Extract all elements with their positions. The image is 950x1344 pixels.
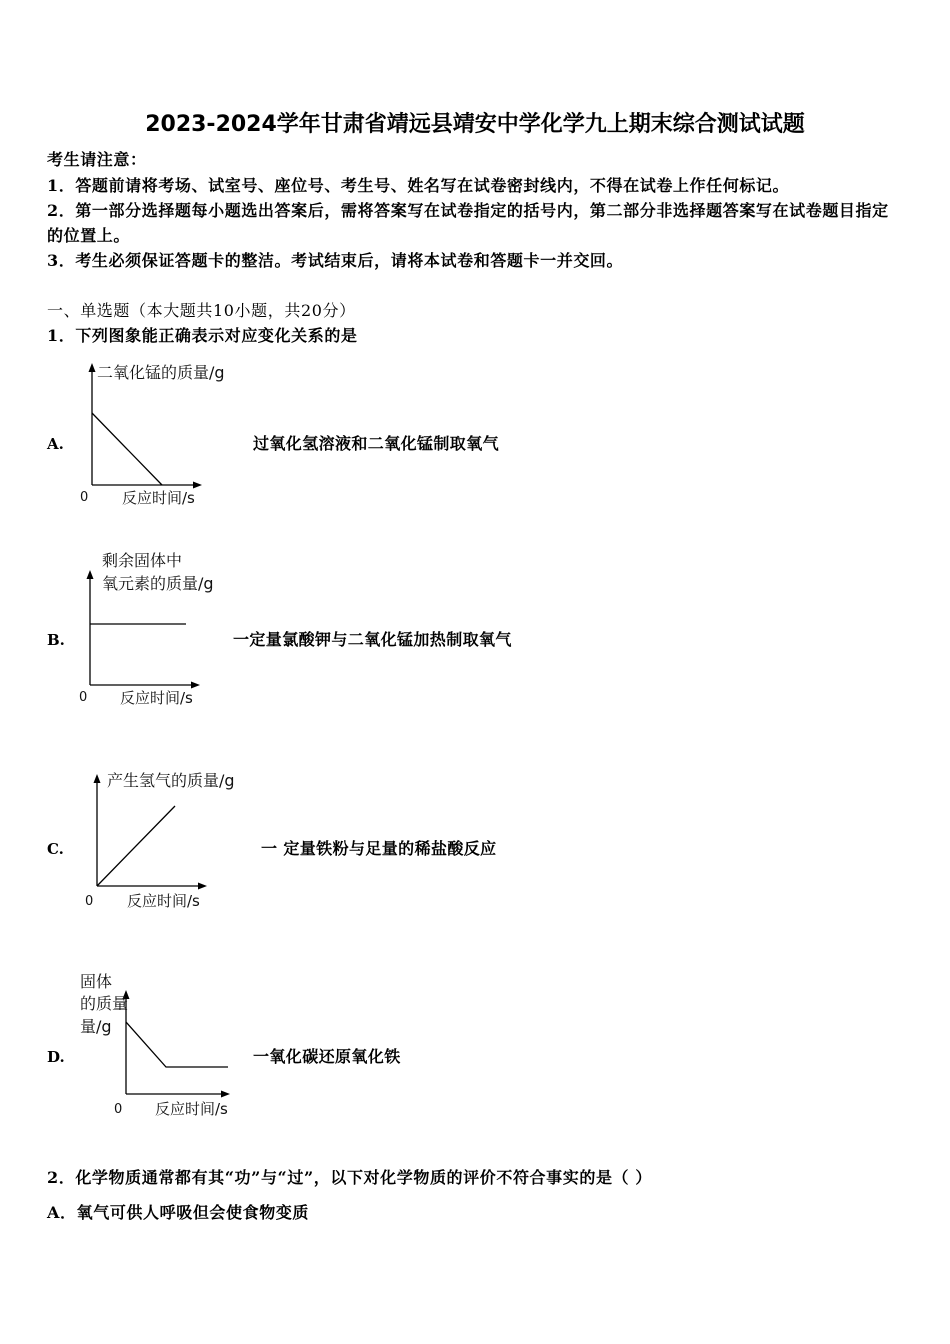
graph-a-curve bbox=[92, 413, 162, 485]
graph-b-plot bbox=[70, 548, 250, 708]
option-a-text: 过氧化氢溶液和二氧化锰制取氧气 bbox=[253, 434, 500, 453]
graph-b-origin: 0 bbox=[79, 690, 88, 705]
graph-c-y-arrow bbox=[94, 774, 101, 783]
graph-c bbox=[75, 765, 265, 915]
graph-b-y-label-line-2: 氧元素的质量/g bbox=[102, 574, 214, 593]
notice-line-1: 1．答题前请将考场、试室号、座位号、考生号、姓名写在试卷密封线内，不得在试卷上作任何标记。 bbox=[47, 176, 790, 195]
option-a-letter: A. bbox=[47, 435, 64, 453]
graph-b bbox=[70, 548, 250, 708]
section-heading: 一、单选题（本大题共10小题，共20分） bbox=[47, 301, 356, 320]
option-c-letter: C. bbox=[47, 840, 64, 858]
graph-d-x-arrow bbox=[221, 1091, 230, 1098]
graph-b-x-label: 反应时间/s bbox=[120, 689, 193, 707]
graph-d-curve bbox=[126, 1022, 228, 1067]
graph-d-y-label-line-3: 量/g bbox=[80, 1017, 112, 1036]
notice-line-2-continued: 的位置上。 bbox=[47, 226, 131, 245]
graph-b-y-arrow bbox=[87, 570, 94, 579]
graph-c-origin: 0 bbox=[85, 894, 94, 909]
notice-line-2: 2．第一部分选择题每小题选出答案后，需将答案写在试卷指定的括号内，第二部分非选择题答案写在试卷题目指定 bbox=[47, 201, 889, 220]
graph-c-curve bbox=[97, 806, 175, 886]
graph-a-origin: 0 bbox=[80, 490, 89, 505]
question-2-option-a-letter: A． bbox=[47, 1203, 77, 1222]
graph-d-y-label-line-2: 的质量 bbox=[80, 994, 129, 1013]
graph-c-x-label: 反应时间/s bbox=[127, 892, 200, 910]
graph-d-x-label: 反应时间/s bbox=[155, 1100, 228, 1118]
question-2-stem: 2．化学物质通常都有其“功”与“过”，以下对化学物质的评价不符合事实的是（ ） bbox=[47, 1168, 652, 1187]
option-c-text: 一 定量铁粉与足量的稀盐酸反应 bbox=[261, 839, 497, 858]
graph-c-y-label: 产生氢气的质量/g bbox=[107, 771, 235, 790]
question-1-stem: 1．下列图象能正确表示对应变化关系的是 bbox=[47, 326, 358, 345]
question-2-option-a bbox=[47, 1203, 309, 1223]
option-b-letter: B. bbox=[47, 631, 65, 649]
graph-a bbox=[70, 355, 250, 510]
graph-a-y-label: 二氧化锰的质量/g bbox=[97, 363, 225, 382]
notice-line-3: 3．考生必须保证答题卡的整洁。考试结束后，请将本试卷和答题卡一并交回。 bbox=[47, 251, 624, 270]
graph-c-x-arrow bbox=[198, 883, 207, 890]
option-d-letter: D. bbox=[47, 1048, 65, 1066]
graph-d bbox=[75, 968, 245, 1120]
question-2-option-a-text: 氧气可供人呼吸但会使食物变质 bbox=[76, 1203, 310, 1222]
graph-b-y-label-line-1: 剩余固体中 bbox=[102, 551, 183, 570]
notice-heading: 考生请注意： bbox=[47, 150, 147, 169]
graph-a-y-arrow bbox=[89, 363, 96, 372]
graph-d-y-label-line-1: 固体 bbox=[80, 972, 113, 991]
graph-a-x-label: 反应时间/s bbox=[122, 489, 195, 507]
graph-d-origin: 0 bbox=[114, 1102, 123, 1117]
page-title: 2023-2024学年甘肃省靖远县靖安中学化学九上期末综合测试试题 bbox=[145, 112, 805, 137]
option-b-text: 一定量氯酸钾与二氧化锰加热制取氧气 bbox=[233, 630, 512, 649]
option-d-text: 一氧化碳还原氧化铁 bbox=[253, 1047, 401, 1066]
